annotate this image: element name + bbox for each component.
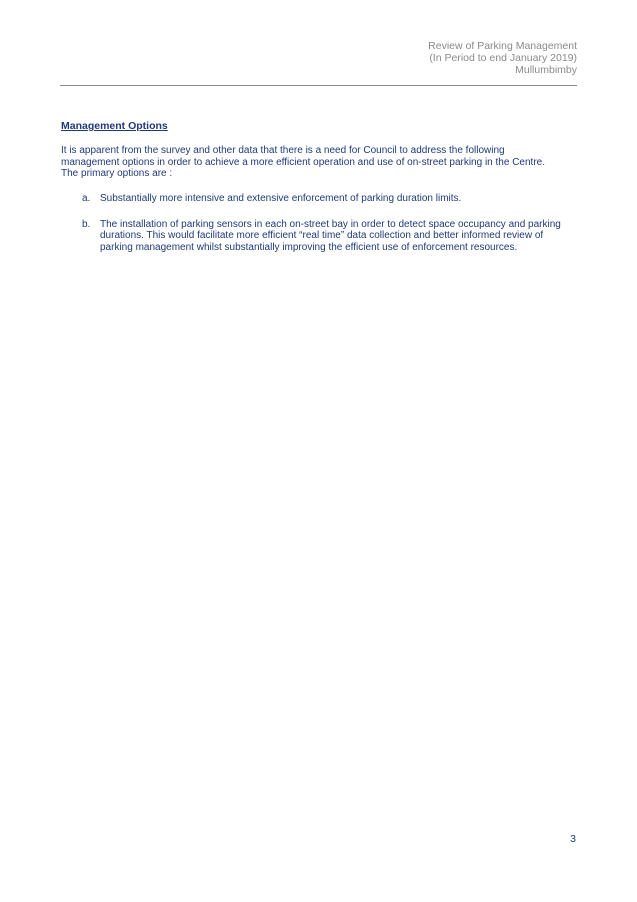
option-letter: b. bbox=[82, 218, 91, 230]
section-heading: Management Options bbox=[61, 120, 168, 132]
header-title: Review of Parking Management bbox=[428, 40, 577, 52]
option-item-a bbox=[61, 193, 561, 205]
running-header bbox=[428, 40, 577, 76]
header-location: Mullumbimby bbox=[515, 64, 577, 76]
option-letter: a. bbox=[82, 193, 91, 204]
option-text: The installation of parking sensors in each on-street bay in order to detect space occupancy and parking durations. This would facilitate more efficient “real time” data collection and better informed review of parking management whilst substantially improving the efficient use of enforcement resources. bbox=[100, 218, 561, 253]
option-text: Substantially more intensive and extensive enforcement of parking duration limits. bbox=[100, 193, 462, 204]
page-number: 3 bbox=[570, 833, 576, 845]
option-item-b bbox=[61, 219, 561, 254]
intro-paragraph: It is apparent from the survey and other data that there is a need for Council to address the following management options in order to achieve a more efficient operation and use of on-street parking in the Centre. The primary options are : bbox=[61, 145, 545, 179]
header-divider bbox=[60, 85, 577, 86]
options-list bbox=[61, 193, 561, 267]
header-period: (In Period to end January 2019) bbox=[429, 52, 577, 64]
